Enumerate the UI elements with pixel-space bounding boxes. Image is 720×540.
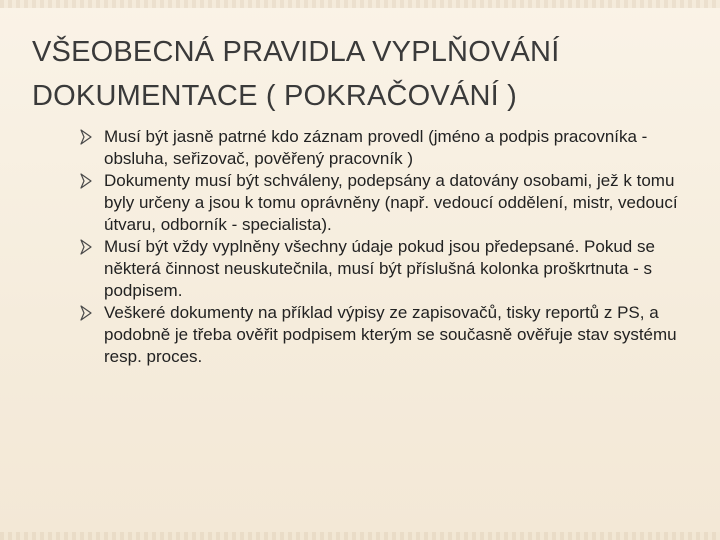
arrowhead-bullet-icon — [80, 239, 92, 255]
arrowhead-bullet-icon — [80, 173, 92, 189]
bullet-text-1: Musí být jasně patrné kdo záznam provedl (jméno a podpis pracovníka - obsluha, seřizovač, pověřený pracovník ) — [104, 127, 648, 168]
slide-bottom-border — [0, 532, 720, 540]
bullet-item-4 — [80, 302, 705, 368]
bullet-item-3 — [80, 236, 705, 302]
slide-top-border — [0, 0, 720, 8]
slide-title: VŠEOBECNÁ PRAVIDLA VYPLŇOVÁNÍ DOKUMENTACE ( POKRAČOVÁNÍ ) — [32, 36, 560, 112]
bullet-item-2 — [80, 170, 705, 236]
bullet-text-4: Veškeré dokumenty na příklad výpisy ze zapisovačů, tisky reportů z PS, a podobně je třeba ověřit podpisem kterým se současně ověřuje stav systému resp. proces. — [104, 303, 677, 366]
bullet-list — [80, 126, 705, 368]
arrowhead-bullet-icon — [80, 305, 92, 321]
bullet-text-3: Musí být vždy vyplněny všechny údaje pokud jsou předepsané. Pokud se některá činnost neuskutečnila, musí být příslušná kolonka proškrtnuta - s podpisem. — [104, 237, 655, 300]
bullet-text-2: Dokumenty musí být schváleny, podepsány a datovány osobami, jež k tomu byly určeny a jsou k tomu oprávněny (např. vedoucí oddělení, mistr, vedoucí útvaru, odborník - specialista). — [104, 171, 678, 234]
arrowhead-bullet-icon — [80, 129, 92, 145]
bullet-item-1 — [80, 126, 705, 170]
